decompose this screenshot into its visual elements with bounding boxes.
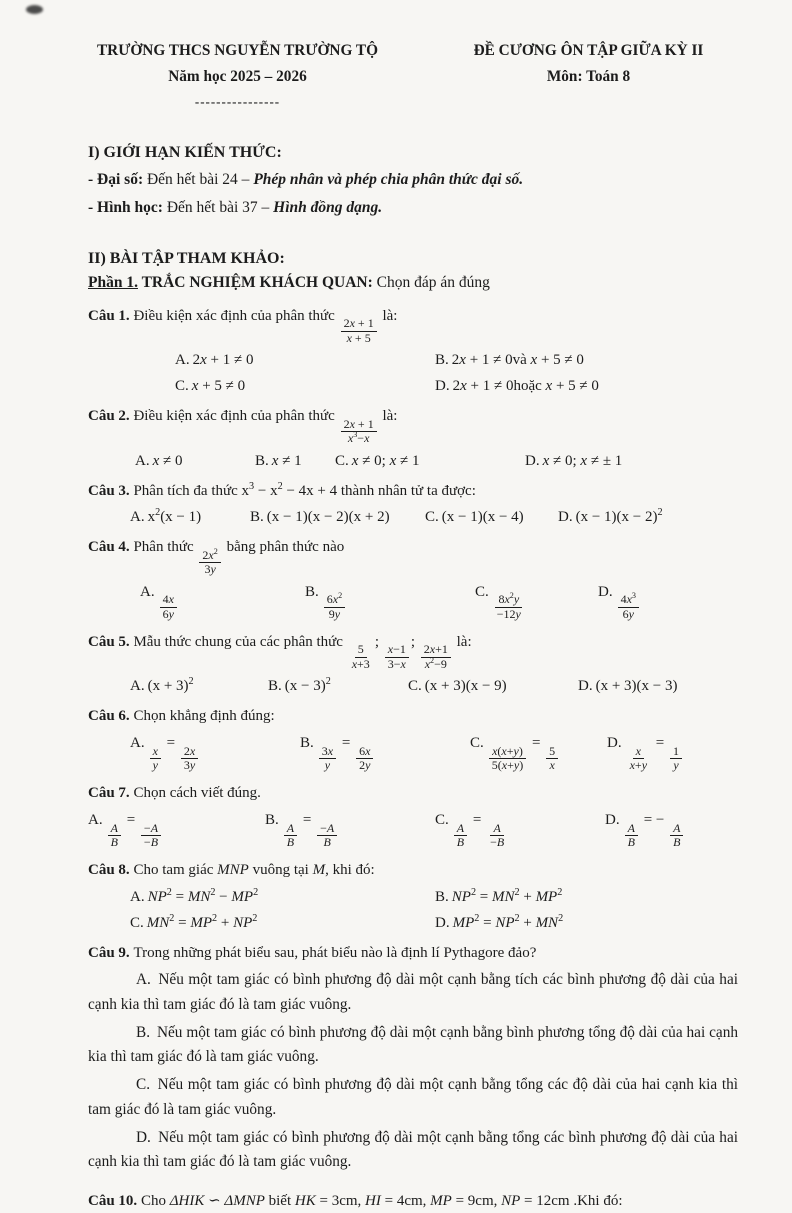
question-8-stem-text: Cho tam giác MNP vuông tại M, khi đó: xyxy=(133,862,375,879)
question-3-label: Câu 3. xyxy=(88,482,134,499)
question-1-stem xyxy=(88,306,738,345)
school-year: Năm học 2025 – 2026 xyxy=(168,67,307,85)
question-3-option-C: C. (x − 1)(x − 4) xyxy=(425,509,524,526)
question-9-stem-text: Trong những phát biểu sau, phát biểu nào là định lí Pythagore đảo? xyxy=(133,945,537,962)
question-1-label: Câu 1. xyxy=(88,308,134,325)
question-4-label: Câu 4. xyxy=(88,539,134,556)
question-2-label: Câu 2. xyxy=(88,408,134,425)
question-2-option-A: A. x ≠ 0 xyxy=(135,452,183,469)
part1-note: Chọn đáp án đúng xyxy=(372,274,490,292)
question-5-label: Câu 5. xyxy=(88,634,134,651)
section1-heading: I) GIỚI HẠN KIẾN THỨC: xyxy=(88,144,282,162)
question-2-stem xyxy=(88,406,738,445)
question-3-option-A: A. $x^2(x - 1)$ xyxy=(130,507,202,526)
question-6-option-B: B. $\frac{3x}{y}$ = $\frac{6x}{2y}$ xyxy=(300,735,470,772)
question-7-option-C: C. $\frac{A}{B}$ = $\frac{A}{-B}$ xyxy=(435,812,505,850)
limit-algebra-label: - Đại số: xyxy=(88,171,144,189)
question-10-label: Câu 10. xyxy=(88,1193,141,1210)
part1-label: Phần 1. xyxy=(88,274,138,292)
question-9-option-D: D. Nếu một tam giác có bình phương độ dài một cạnh bằng tổng các bình phương độ dài của hai cạnh kia thì tam giác đó là tam giác vuông. xyxy=(88,1128,738,1171)
question-2-option-C: C. x ≠ 0; x ≠ 1 xyxy=(335,452,420,469)
question-5-stem-text: Mẫu thức chung của các phân thức $\frac{5}{x+3}$ ; $\frac{x-1}{3-x}$ ; $\frac{2x+1}{x^2-9}$ là: xyxy=(133,634,472,671)
question-2-options xyxy=(88,453,738,470)
question-6-stem xyxy=(88,706,738,728)
question-4 xyxy=(88,537,738,621)
section-exercises xyxy=(88,250,738,292)
header-title-block xyxy=(439,38,738,114)
question-5-option-D: D. (x + 3)(x − 3) xyxy=(578,678,678,695)
section-knowledge-limits xyxy=(88,144,738,222)
section2-heading: II) BÀI TẬP THAM KHẢO: xyxy=(88,250,285,268)
question-7-options xyxy=(88,812,738,849)
question-7-option-B: B. $\frac{A}{B}$ = $\frac{-A}{B}$ xyxy=(265,812,435,849)
part1-line xyxy=(88,274,738,292)
question-6-stem-text: Chọn khẳng định đúng: xyxy=(133,708,275,725)
question-9-option-C: C. Nếu một tam giác có bình phương độ dài một cạnh bằng tổng các độ dài của hai cạnh kia thì tam giác đó là tam giác vuông. xyxy=(88,1076,738,1118)
question-3-option-D: D. $(x - 1)(x - 2)^2$ xyxy=(558,507,663,526)
limit-geometry-text: Đến hết bài 37 – xyxy=(162,199,274,217)
question-10-stem-text: Cho ΔHIK ∽ ΔMNP biết HK = 3cm, HI = 4cm, MP = 9cm, NP = 12cm .Khi đó: xyxy=(140,1193,623,1210)
question-9-option-A: A. Nếu một tam giác có bình phương độ dài một cạnh bằng tích các bình phương độ dài của hai cạnh kia thì tam giác đó là tam giác vuông. xyxy=(88,970,738,1013)
question-9 xyxy=(88,943,738,1175)
question-1-stem-text: Điều kiện xác định của phân thức $\frac{2x + 1}{x + 5}$ là: xyxy=(133,308,398,345)
question-6-label: Câu 6. xyxy=(88,708,134,725)
question-7-stem xyxy=(88,783,738,805)
limit-geometry-topic: Hình đồng dạng. xyxy=(273,199,383,217)
question-1-option-B: B. 2x + 1 ≠ 0và x + 5 ≠ 0 xyxy=(435,352,584,369)
question-7 xyxy=(88,783,738,849)
question-2 xyxy=(88,406,738,469)
question-3-stem-text: Phân tích đa thức $x^3 - x^2 - 4x + 4$ thành nhân tử ta được: xyxy=(133,480,476,499)
question-9-label: Câu 9. xyxy=(88,945,134,962)
question-4-option-A: A. $\frac{4x}{6y}$ xyxy=(140,584,305,621)
limit-geometry-label: - Hình học: xyxy=(88,199,163,217)
school-name: TRƯỜNG THCS NGUYỄN TRƯỜNG TỘ xyxy=(96,42,379,59)
question-5-stem xyxy=(88,632,738,671)
question-2-option-D: D. x ≠ 0; x ≠ ± 1 xyxy=(525,452,623,469)
question-1-option-D: D. 2x + 1 ≠ 0hoặc x + 5 ≠ 0 xyxy=(435,378,599,395)
question-8-option-B: B. $NP^2 = MN^2 + MP^2$ xyxy=(435,887,563,906)
question-4-stem xyxy=(88,537,738,576)
exam-subject: Môn: Toán 8 xyxy=(546,67,631,85)
question-10-stem xyxy=(88,1191,738,1213)
question-6-option-A: A. $\frac{x}{y}$ = $\frac{2x}{3y}$ xyxy=(130,735,300,772)
question-5 xyxy=(88,632,738,695)
question-3-options xyxy=(88,509,738,526)
questions xyxy=(88,306,738,1213)
question-4-option-C: C. $\frac{8x^2y}{-12y}$ xyxy=(475,583,521,621)
question-4-option-B: B. $\frac{6x^2}{9y}$ xyxy=(305,584,475,621)
limit-algebra-topic: Phép nhân và phép chia phân thức đại số. xyxy=(253,171,524,189)
question-7-stem-text: Chọn cách viết đúng. xyxy=(133,785,261,802)
question-2-stem-text: Điều kiện xác định của phân thức $\frac{2x + 1}{x^3-x}$ là: xyxy=(133,408,398,446)
question-1-option-C: C. x + 5 ≠ 0 xyxy=(175,378,246,395)
question-5-options xyxy=(88,678,738,695)
exam-title: ĐỀ CƯƠNG ÔN TẬP GIỮA KỲ II xyxy=(473,42,704,59)
question-5-option-B: B. $(x - 3)^2$ xyxy=(268,676,331,695)
question-3-stem xyxy=(88,481,738,503)
question-5-option-A: A. $(x + 3)^2$ xyxy=(130,676,194,695)
limit-algebra-text: Đến hết bài 24 – xyxy=(143,171,254,189)
question-1-option-A: A. 2x + 1 ≠ 0 xyxy=(175,352,254,369)
limit-geometry xyxy=(88,194,738,222)
question-2-option-B: B. x ≠ 1 xyxy=(255,452,302,469)
question-6-option-D: D. $\frac{x}{x+y}$ = $\frac{1}{y}$ xyxy=(607,735,684,772)
header-school-block xyxy=(88,38,387,114)
question-6-option-C: C. $\frac{x(x+y)}{5(x+y)}$ = $\frac{5}{x}$ xyxy=(470,735,607,772)
question-9-stem xyxy=(88,943,738,965)
question-6 xyxy=(88,706,738,772)
question-1-options xyxy=(88,352,738,395)
question-10 xyxy=(88,1191,738,1213)
question-3-option-B: B. (x − 1)(x − 2)(x + 2) xyxy=(250,509,390,526)
limit-algebra xyxy=(88,166,738,194)
header-divider: ---------------- xyxy=(194,93,281,109)
question-3 xyxy=(88,481,738,527)
question-7-option-D: D. $\frac{A}{B}$ = − $\frac{A}{B}$ xyxy=(605,812,685,849)
question-8-option-A: A. $NP^2 = MN^2 - MP^2$ xyxy=(130,887,259,906)
question-9-option-B: B. Nếu một tam giác có bình phương độ dài một cạnh bằng bình phương tổng độ dài của hai cạnh kia thì tam giác đó là tam giác vuông. xyxy=(88,1023,738,1066)
document-header xyxy=(88,38,738,114)
question-8-label: Câu 8. xyxy=(88,862,134,879)
question-4-stem-text: Phân thức $\frac{2x^2}{3y}$ bằng phân thức nào xyxy=(133,539,345,577)
question-8-stem xyxy=(88,860,738,882)
question-4-option-D: D. $\frac{4x^3}{6y}$ xyxy=(598,584,641,621)
question-7-label: Câu 7. xyxy=(88,785,134,802)
question-1 xyxy=(88,306,738,395)
question-8-option-C: C. $MN^2 = MP^2 + NP^2$ xyxy=(130,913,258,932)
question-8-option-D: D. $MP^2 = NP^2 + MN^2$ xyxy=(435,913,564,932)
question-4-options xyxy=(88,584,738,621)
scan-artifact xyxy=(26,5,43,14)
question-8 xyxy=(88,860,738,932)
question-6-options xyxy=(88,735,738,772)
question-5-option-C: C. (x + 3)(x − 9) xyxy=(408,678,507,695)
question-7-option-A: A. $\frac{A}{B}$ = $\frac{-A}{-B}$ xyxy=(88,812,265,849)
part1-title: TRẮC NGHIỆM KHÁCH QUAN: xyxy=(137,274,373,292)
question-8-options xyxy=(88,889,738,932)
